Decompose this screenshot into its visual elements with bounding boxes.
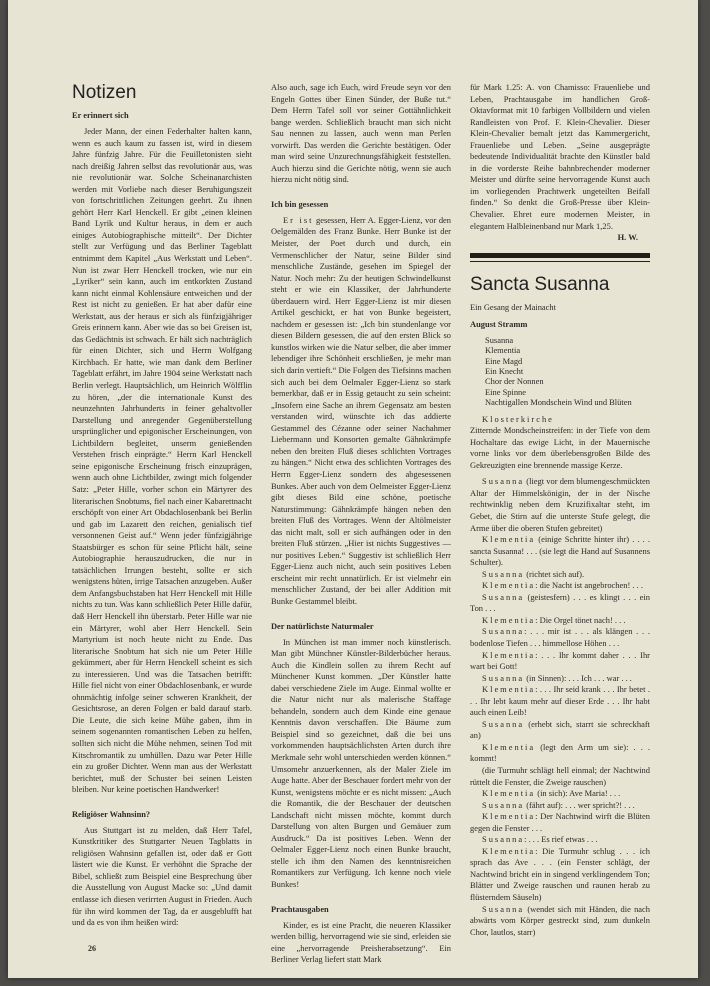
cast-list bbox=[485, 335, 650, 408]
magazine-page bbox=[8, 0, 698, 978]
line-text: (in Sinnen): . . . Ich . . . war . . . bbox=[524, 672, 632, 683]
speaker-name: Susanna bbox=[482, 626, 525, 637]
dialogue-line bbox=[470, 615, 650, 627]
line-text: (in sich): Ave Maria! . . . bbox=[535, 788, 621, 799]
speaker-name: Klementia bbox=[482, 534, 536, 545]
cast-member: Eine Magd bbox=[485, 355, 523, 366]
speaker-name: Klementia bbox=[482, 580, 536, 591]
dialogue-line bbox=[470, 684, 650, 719]
article-heading: Ich bin gesessen bbox=[271, 199, 329, 209]
dialogue-line bbox=[470, 765, 650, 788]
line-text: (erhebt sich, starrt sie schreckhaft an) bbox=[470, 718, 650, 741]
line-text: (geistesfern) . . . es klingt . . . ein Ton . . . bbox=[470, 591, 650, 614]
cast-member: Ein Knecht bbox=[485, 365, 524, 376]
line-text: : die Nacht ist angebrochen! . . . bbox=[535, 580, 643, 591]
dialogue-line bbox=[470, 626, 650, 649]
scene-description: Zitternde Mondscheinstreifen: in der Tiefe von dem Hochaltare das ewige Licht, in der Mauernische vorne links vor dem überlebensgroßen Bilde des Gekreuzigten eine brennende massige Kerze. bbox=[470, 425, 650, 470]
cast-member: Susanna bbox=[485, 334, 514, 345]
dialogue-line bbox=[470, 673, 650, 685]
article-paragraph: Jeder Mann, der einen Federhalter halten kann, wenn es auch kaum zu fassen ist, wird in diesem Jahre fünfzig Jahre. Für die Feuilletonisten sieht nach dreißig Jahren selbst das revolutionär aus, was nie revolutionär war. Solche Scheinanarchisten werden mit Vorliebe nach dieser Beruhigungszeit von fortschrittlichen Zeitungen geehrt. Zu ihnen gehört Herr Karl Henckell. Er gibt „einen kleinen Band Lyrik und Kultur heraus, in dem er auch einiges Autobiographische mitteilt“. Der Dichter stellt zur Verfügung und das Berliner Tageblatt entnimmt dem Kapitel „Aus Werkstatt und Leben“. Nun ist zwar Herr Henckell trocken, wie nur ein „Lyriker“ sein kann, auch im entkorkten Zustand kann nicht einmal Kohlensäure entweichen und der Rest ist nicht zu genießen. Er hat aber dafür eine Werkstatt, aus der heraus er sich als fünfzigjähriger Greis erinnern kann. Aber wie das so bei Greisen ist, das Gedächtnis ist schwach. Er hält sich nachträglich für einen Dichter, sich und Herrn Wolfgang Kirchbach. Er hatte, wie man dank dem Berliner Tageblatt erfährt, im Jahre 1904 seine Werkstatt nach Berlin verlegt. Hauptsächlich, um Heinrich Wölfflin zu hören, „der die internationale Kunst des neunzehnten Jahrhunderts in feiner gehaltvoller Darstellung und anregender Gegenüberstellung ursprünglicher und epigonischer Erscheinungen, von Lichtbildern begleitet, unserm genießenden Verstehen frisch einprägte.“ Herrn Karl Henckell seine epigonische Erscheinung frisch einzuprägen, wenn auch ohne Lichtbilder, zwingt mich folgender Satz: „Peter Hille, vorher schon ein Märtyrer des literarischen Snobtums, fiel nach einer Kabarettnacht erschöpft von einer Art Obdachlosenbank bei Berlin und gab im Lazarett den reichen, genialisch tief versonnenen Geist auf.“ Wenn jeder fünfzigjährige Staatsbürger es schon für seine Pflicht hält, seine Autobiographie herauszudrucken, die nur in tatsächlichen Irrungen besteht, sollte er sich wenigstens hüten, irrige Tatsachen anzugeben. Außer dem Anfangsbuchstaben hat Herr Henckell mit Hille nichts zu tun. Was kann schließlich Peter Hille dafür, daß Herr Henckell ihn überstarb. Peter Hille war nie ein Märtyrer, wohl aber Herr Henckell. Sein Martyrium ist noch heute nicht zu Ende. Das literarische Snobtum hat sich nie um Peter Hille gekümmert, aber für Herrn Henckell scheint es sich zu interessieren. Und was die Tatsachen betrifft: Hille fiel nicht von einer Obdachlosenbank, er wurde ohnmächtig infolge seiner schweren Krankheit, der Gesichtsrose, an deren Folgen er bald darauf starb. Die Leute, die sich keine Mühe gaben, ihm in seinem sogenannten romantischen Leben zu helfen, sollten sich nicht die Mühe nehmen, seinen Tod mit Kitschromantik zu umhüllen. Dazu war Peter Hille ein zu großer Dichter. Wenn man aus der Werkstatt berichtet, muß der Schuster bei seinen Leisten bleiben. Nur keine poetischen Handwerker! bbox=[72, 126, 252, 795]
line-text: : . . . mir ist . . . als klängen . . . bodenlose Tiefen . . . himmellose Höhen . . . bbox=[470, 626, 650, 648]
dialogue-line bbox=[470, 650, 650, 673]
line-text: : Der Nachtwind wirft die Blüten gegen die Fenster . . . bbox=[470, 811, 650, 833]
line-text: (legt den Arm um sie): . . . kommt! bbox=[470, 741, 650, 764]
article-heading: Er erinnert sich bbox=[72, 111, 129, 120]
article-paragraph: für Mark 1.25: A. von Chamisso: Frauenliebe und Leben, Prachtausgabe im handlichen Groß-Oktavformat mit 10 farbigen Vollbildern und vielen Randleisten von Prof. F. Klein-Chevalier. Dieser Klein-Chevalier bemalt jetzt das Kammergericht, Frauenliebe und Leben. „Seine ausgeprägte bedeutende Individualität brachte den Künstler bald in die vorderste Reihe bahnbrechender moderner Meister und dürfte seine hervorragende Kunst auch im vorliegenden Prachtwerk ungeteilten Beifall finden.“ So denkt die Groß-Presse über Klein-Chevalier. Ehret eure modernen Meister, in elegantem Halbleinenband nur Mark 1,25. bbox=[470, 82, 650, 231]
speaker-name: Susanna bbox=[482, 591, 525, 602]
page-number: 26 bbox=[88, 943, 96, 953]
line-text: : . . . Ihr seid krank . . . Ihr betet . . . Ihr lebt kaum mehr auf dieser Erde . . . Ihr habt auch einen Leib! bbox=[470, 684, 650, 718]
line-text: : Die Turmuhr schlug . . . ich sprach das Ave . . . (ein Fenster schlägt, der Nachtwind bricht ein in singend verklingendem Ton; Blätter und Zweige rauschen und raunen herab zu flüsterndem Säuseln) bbox=[470, 845, 650, 903]
dialogue-line bbox=[470, 534, 650, 569]
cast-member: Klementia bbox=[485, 345, 521, 356]
speaker-name: Susanna bbox=[482, 903, 525, 914]
section-title: Notizen bbox=[72, 82, 137, 103]
article-heading: Religiöser Wahnsinn? bbox=[72, 809, 151, 819]
dialogue-line bbox=[470, 719, 650, 742]
speaker-name: Klementia bbox=[482, 684, 536, 695]
dialogue-line bbox=[470, 592, 650, 615]
paragraph-text: gesessen, Herr A. Egger-Lienz, vor den Oelgemälden des Franz Bunke. Herr Bunke ist der Meister, der Poet durch und durch, ein Vermenschlicher der Natur, seine Bilder sind menschliche Zustände, gesehen im Spiegel der Natur. Noch mehr: Zu der heutigen Schwindelkunst steht er wie ein Klassiker, der Jahrhunderte überdauern wird. Herr Egger-Lienz ist mir diesen Artikel geschickt, er hat von Bunke begeistert, nachdem er gesessen ist: „Ich bin stundenlange vor diesen Bildern gesessen, die auf den ersten Blick so kunstlos wirken wie die Natur selber, die aber immer lebendiger ihre Schönheit erschließen, je mehr man sich darin vertieft.“ Die Folgen des Tiefsinns machen sich auch bei dem Oelmaler Egger-Lienz so stark bemerkbar, daß er in Essig getaucht zu sein scheint: „Insofern eine Sache an ihrem Gegensatz am besten verstanden wird, wünschte ich das addierte Gestammel des Cézanne oder seiner Nachahmer Liebermann und Konsorten gemalte Gähnkrämpfe neben den breiten Fluß dieses schlichten Vortrages zu hängen.“ Nicht etwa des schlichten Vortrages des Herrn Egger-Lienz sondern des abgesessenen Bunkes. Aber auch von dem Oelmeister Egger-Lienz gibt dieses Bild eine schöne, poetische Naturstimmung: Gähnkrämpfe hängen neben den breiten Fluß des Vortrages. Wenn der Altölmeister das nicht malt, soll er sich aufhängen oder in den breiten Fluß stürzen. „Hier ist nichts Suggestives — nur positives Leben.“ Suggestiv ist schließlich Herr Egger-Lienz auch nicht, auch sein positives Leben erscheint mir recht unnatürlich. Er ist vielmehr ein menschlicher Zustand, der bei aller Addition mit Bunke Gestammel bleibt. bbox=[271, 214, 452, 606]
line-text: : . . . Ihr kommt daher . . . Ihr wart bei Gott! bbox=[470, 649, 650, 672]
play-author: August Stramm bbox=[470, 319, 528, 330]
dialogue-line bbox=[470, 834, 650, 846]
dialogue-line bbox=[470, 846, 650, 904]
divider-thin bbox=[470, 261, 650, 262]
play-subtitle: Ein Gesang der Mainacht bbox=[470, 301, 556, 312]
speaker-name: Susanna bbox=[482, 568, 525, 579]
speaker-name: Susanna bbox=[482, 799, 525, 810]
line-text: : . . . Es rief etwas . . . bbox=[524, 834, 598, 845]
speaker-name: Klementia bbox=[482, 649, 536, 660]
line-text: (einige Schritte hinter ihr) . . . . sancta Susanna! . . . (sie legt die Hand auf Susannens Schulter). bbox=[470, 534, 650, 568]
line-text: (liegt vor dem blumengeschmückten Altar der Himmelskönigin, der in der Nische rechtwinklig neben dem Kruzifixaltar steht, im Gebet, die Stirn auf die unterste Stufe gelegt, die Arme über die oberen Stufen gebreitet) bbox=[470, 476, 650, 533]
dialogue-line bbox=[470, 569, 650, 581]
dialogue-line bbox=[470, 904, 650, 939]
speaker-name: Susanna bbox=[482, 834, 525, 845]
divider-thick bbox=[470, 253, 650, 258]
dialogue-line bbox=[470, 742, 650, 765]
speaker-name: Klementia bbox=[482, 788, 536, 799]
author-signature: H. W. bbox=[617, 232, 638, 243]
article-paragraph bbox=[271, 215, 451, 608]
cast-member: Eine Spinne bbox=[485, 386, 527, 397]
right-column bbox=[470, 82, 650, 938]
article-paragraph: In München ist man immer noch künstlerisch. Man gibt Münchner Künstler-Bilderbücher heraus. Auch die Kindlein sollen zu ihrem Recht auf Münchener Kunst kommen. „Der Künstler hatte dabei verschiedene Ziele im Auge. Einmal wollte er die Natur nicht nur als malerische Staffage behandeln, sondern auch dem Kinde eine genaue Kenntnis davon verschaffen. Die Bäume zum Beispiel sind so gezeichnet, daß die bei uns vorkommenden hauptsächlichsten Arten durch ihre Merkmale sehr wohl unterschieden werden können.“ Umsomehr anzuerkennen, als der Maler Ziele im Auge hatte. Aber der Beschauer fordert mehr von der Kunst, wenigstens möchte er es nicht missen: „Auch die Romantik, die der Beschauer der deutschen Landschaft nicht missen möchte, kommt durch Darstellung von alten Burgen und Gemäuer zum Ausdruck.“ Da ist positives Leben. Wenn der Oelmaler Egger-Lienz noch einen Bunke braucht, stelle ich ihm den Namen des kenntnisreichen Romantikers zur Verfügung. Ich kenne noch viele Bunkes! bbox=[271, 636, 451, 889]
line-text: (richtet sich auf). bbox=[524, 568, 585, 579]
line-text: (wendet sich mit Händen, die nach abwärts vom Körper gestreckt sind, zum dunkeln Chor, lautlos, starr) bbox=[470, 903, 650, 937]
spaced-lead: Er ist bbox=[283, 214, 314, 225]
cast-member: Chor der Nonnen bbox=[485, 376, 544, 387]
dialogue-line bbox=[470, 580, 650, 592]
speaker-name: Susanna bbox=[482, 672, 525, 683]
speaker-name: Klementia bbox=[482, 614, 536, 625]
left-column bbox=[72, 82, 252, 954]
scene-heading: Klosterkirche bbox=[482, 413, 554, 424]
cast-member: Nachtigallen Mondschein Wind und Blüten bbox=[485, 397, 632, 408]
article-paragraph: Kinder, es ist eine Pracht, die neueren Klassiker werden billig, hervorragend wie sie sind, erleiden sie eine „hervorragende Preisherabsetzung“. Ein Berliner Verlag liefert statt Mark bbox=[271, 919, 451, 965]
dialogue-line bbox=[470, 788, 650, 800]
dialogue-line bbox=[470, 800, 650, 812]
dialogue-line bbox=[470, 811, 650, 834]
speaker-name: Susanna bbox=[482, 476, 525, 487]
line-text: : Die Orgel tönet nach! . . . bbox=[535, 614, 626, 625]
speaker-name: Klementia bbox=[482, 741, 536, 752]
article-paragraph: Also auch, sage ich Euch, wird Freude seyn vor den Engeln Gottes über Einen Sünder, der Buße tut.“ Dem Herrn Tafel soll vor seiner Gottähnlichkeit bange werden. Schließlich braucht man sich nicht Sau nennen zu lassen, auch wenn man Perlen vorwirft. Das werden die Gerichte bestätigen. Oder man wird seine Unzurechnungsfähigkeit feststellen. Auch hierzu sind die Gerichte nötig, wenn sie auch hierzu nicht nötig sind. bbox=[271, 82, 451, 185]
line-text: (fährt auf): . . . wer spricht?! . . . bbox=[524, 799, 635, 810]
speaker-name: Susanna bbox=[482, 718, 525, 729]
play-title: Sancta Susanna bbox=[470, 273, 610, 295]
article-paragraph: Aus Stuttgart ist zu melden, daß Herr Tafel, Kunstkritiker des Stuttgarter Neuen Tagblatts in religiösen Wahnsinn gefallen ist, oder daß er Gott lästert wie die Kunst. Er verhöhnt die Sprache der Bibel, schließt zum Beispiel eine Besprechung über die Ausstellung von August Macke so: „Und damit entlasse ich diesen verirrten August in Frieden. Auch für ihn wird kommen der Tag, da er ausgeblufft hat und da es von ihm heißen wird: bbox=[72, 824, 252, 928]
middle-column bbox=[271, 82, 451, 966]
speaker-name: Klementia bbox=[482, 811, 536, 822]
article-heading: Prachtausgaben bbox=[271, 904, 329, 914]
dialogue-line bbox=[470, 476, 650, 534]
line-text: (die Turmuhr schlägt hell einmal; der Nachtwind rüttelt die Fenster, die Zweige rauschen) bbox=[470, 765, 650, 787]
dialogue bbox=[470, 476, 650, 938]
speaker-name: Klementia bbox=[482, 845, 536, 856]
article-heading: Der natürlichste Naturmaler bbox=[271, 621, 374, 631]
